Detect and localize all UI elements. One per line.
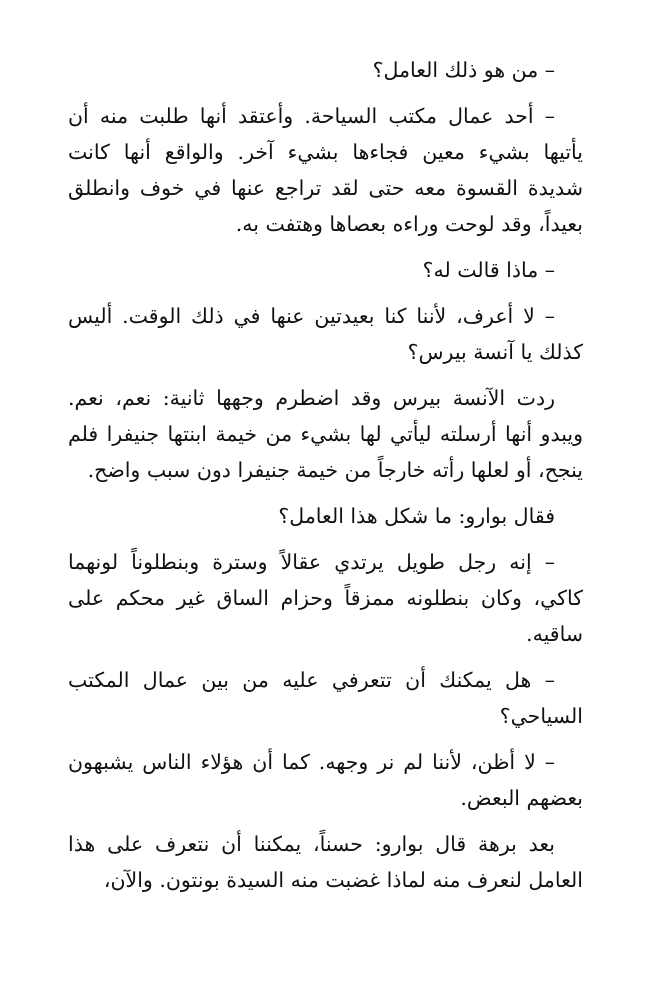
dialogue-dont-know: – لا أعرف، لأننا كنا بعيدتين عنها في ذلك الوقت. أليس كذلك يا آنسة بيرس؟ — [68, 304, 583, 364]
dialogue-tourism-worker: – أحد عمال مكتب السياحة. وأعتقد أنها طلبت منه أن يأتيها بشيء معين فجاءها بشيء آخر. والواقع أنها كانت شديدة القسوة معه حتى لقد تراجع عنها في خوف وانطلق بعيداً، وقد لوحت وراءه بعصاها وهتفت به. — [68, 104, 583, 236]
dialogue-what-she-said: – ماذا قالت له؟ — [422, 258, 555, 282]
narration-poirot-question: فقال بوارو: ما شكل هذا العامل؟ — [278, 504, 555, 528]
dialogue-question-worker: – من هو ذلك العامل؟ — [372, 58, 555, 82]
dialogue-recognize-question: – هل يمكنك أن تتعرفي عليه من بين عمال المكتب السياحي؟ — [68, 668, 583, 728]
book-page — [68, 52, 583, 898]
narration-poirot-conclusion: بعد برهة قال بوارو: حسناً، يمكننا أن نتعرف على هذا العامل لنعرف منه لماذا غضبت منه السيدة بونتون. والآن، — [68, 832, 583, 892]
narration-miss-pierce: ردت الآنسة بيرس وقد اضطرم وجهها ثانية: نعم، نعم. ويبدو أنها أرسلته ليأتي لها بشيء من خيمة ابنتها جنيفرا فلم ينجح، أو لعلها رأته خارجاً من خيمة جنيفرا دون سبب واضح. — [68, 386, 583, 482]
dialogue-worker-description: – إنه رجل طويل يرتدي عقالاً وسترة وبنطلوناً لونهما كاكي، وكان بنطلونه ممزقاً وحزام الساق غير محكم على ساقيه. — [68, 550, 583, 646]
dialogue-dont-think: – لا أظن، لأننا لم نر وجهه. كما أن هؤلاء الناس يشبهون بعضهم البعض. — [68, 750, 583, 810]
